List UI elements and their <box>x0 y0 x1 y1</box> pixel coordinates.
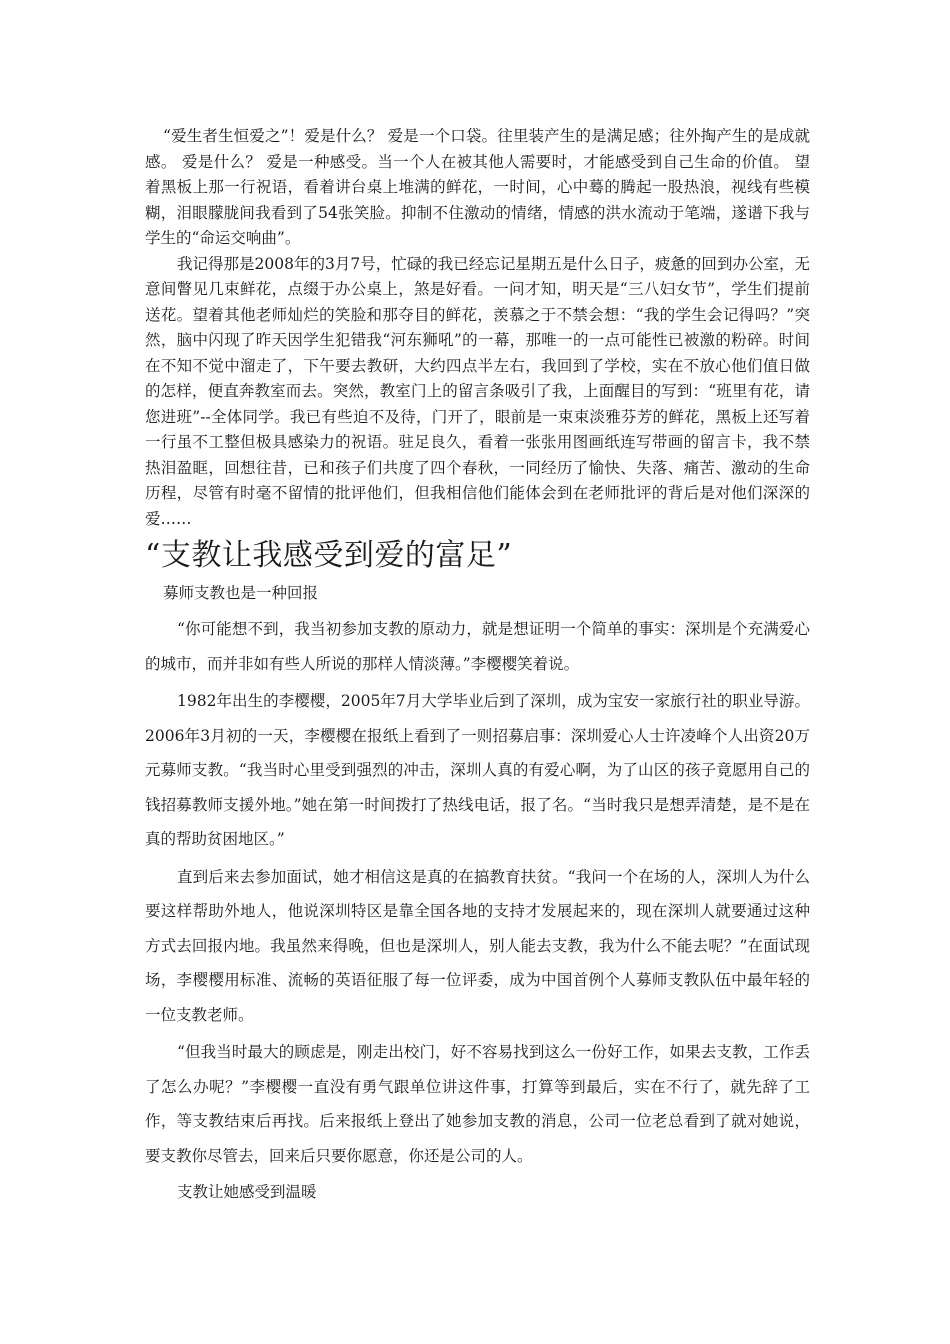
article-paragraph-2: 1982年出生的李樱樱，2005年7月大学毕业后到了深圳，成为宝安一家旅行社的职业导游。2006年3月初的一天，李樱樱在报纸上看到了一则招募启事：深圳爱心人士许凌峰个人出资20万元募师支教。“我当时心里受到强烈的冲击，深圳人真的有爱心啊，为了山区的孩子竟愿用自己的钱招募教师支援外地。”她在第一时间拨打了热线电话，报了名。“当时我只是想弄清楚，是不是在真的帮助贫困地区。” <box>145 692 810 848</box>
article-paragraph-4: “但我当时最大的顾虑是，刚走出校门，好不容易找到这么一份好工作，如果去支教，工作丢了怎么办呢？”李樱樱一直没有勇气跟单位讲这件事，打算等到最后，实在不行了，就先辞了工作，等支教结束后再找。后来报纸上登出了她参加支教的消息，公司一位老总看到了就对她说，要支教你尽管去，回来后只要你愿意，你还是公司的人。 <box>145 1043 810 1165</box>
section-subheading-2: 支教让她感受到温暖 <box>177 1183 317 1201</box>
section-subheading-1: 募师支教也是一种回报 <box>163 584 319 602</box>
intro-paragraph-1: “爱生者生恒爱之”！爱是什么？ 爱是一个口袋。往里装产生的是满足感；往外掏产生的是成就感。 爱是什么？ 爱是一种感受。当一个人在被其他人需要时，才能感受到自己生命的价值。 望着黑板上那一行祝语，看着讲台桌上堆满的鲜花，一时间，心中蓦的腾起一股热浪，视线有些模糊，泪眼朦胧间我看到了54张笑脸。抑制不住激动的情绪，情感的洪水流动于笔端，遂谱下我与学生的“命运交响曲”。 <box>145 127 810 247</box>
intro-paragraph-2: 我记得那是2008年的3月7号，忙碌的我已经忘记星期五是什么日子，疲惫的回到办公室，无意间瞥见几束鲜花，点缀于办公桌上，煞是好看。一问才知，明天是“三八妇女节”，学生们提前送花。望着其他老师灿烂的笑脸和那夺目的鲜花，羡慕之于不禁会想：“我的学生会记得吗？”突然，脑中闪现了昨天因学生犯错我“河东狮吼”的一幕，那唯一的一点可能性已被激的粉碎。时间在不知不觉中溜走了，下午要去教研，大约四点半左右，我回到了学校，实在不放心他们值日做的怎样，便直奔教室而去。突然，教室门上的留言条吸引了我，上面醒目的写到：“班里有花，请您进班”--全体同学。我已有些迫不及待，门开了，眼前是一束束淡雅芬芳的鲜花，黑板上还写着一行虽不工整但极具感染力的祝语。驻足良久，看着一张张用图画纸连写带画的留言卡，我不禁热泪盈眶，回想往昔，已和孩子们共度了四个春秋，一同经历了愉快、失落、痛苦、激动的生命历程，尽管有时毫不留情的批评他们，但我相信他们能体会到在老师批评的背后是对他们深深的爱…… <box>145 254 810 528</box>
document-page <box>145 124 810 1208</box>
article-title: “支教让我感受到爱的富足” <box>145 538 513 573</box>
article-paragraph-1: “你可能想不到，我当初参加支教的原动力，就是想证明一个简单的事实：深圳是个充满爱心的城市，而并非如有些人所说的那样人情淡薄。”李樱樱笑着说。 <box>145 620 810 673</box>
article-paragraph-3: 直到后来去参加面试，她才相信这是真的在搞教育扶贫。“我问一个在场的人，深圳人为什么要这样帮助外地人，他说深圳特区是靠全国各地的支持才发展起来的，现在深圳人就要通过这种方式去回报内地。我虽然来得晚，但也是深圳人，别人能去支教，我为什么不能去呢？”在面试现场，李樱樱用标准、流畅的英语征服了每一位评委，成为中国首例个人募师支教队伍中最年轻的一位支教老师。 <box>145 867 810 1024</box>
